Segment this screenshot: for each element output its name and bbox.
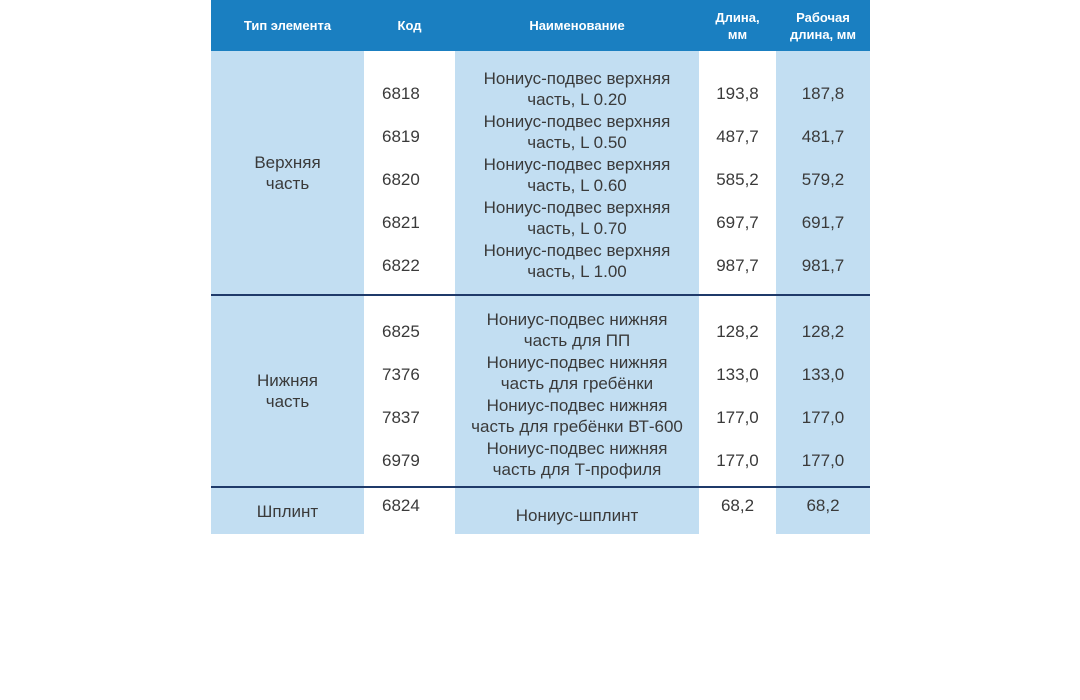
- table-cell-name: Нониус-подвес верхняя часть, L 0.60: [483, 154, 671, 195]
- table-cell-working-length: 177,0: [801, 450, 845, 470]
- table-cell-code: 6821: [382, 212, 420, 232]
- table-cell-working-length: 481,7: [801, 126, 845, 146]
- group-pin: [211, 488, 870, 534]
- table-cell-working-length: 691,7: [801, 212, 845, 232]
- table-cell-working-length: 579,2: [801, 169, 845, 189]
- table-cell-code: 6822: [382, 255, 420, 275]
- table-cell-length: 487,7: [716, 126, 759, 146]
- table-cell-code: 6824: [382, 496, 420, 515]
- name-column: [455, 51, 699, 294]
- table-cell-name: Нониус-подвес верхняя часть, L 0.20: [483, 68, 671, 109]
- code-column: [364, 51, 455, 294]
- group-upper: [211, 51, 870, 294]
- table-cell-length: 987,7: [716, 255, 759, 275]
- table-cell-working-length: 177,0: [801, 407, 845, 427]
- name-column: [455, 296, 699, 486]
- name-column: [455, 488, 699, 534]
- table-cell-code: 7837: [382, 407, 420, 427]
- code-column: [364, 296, 455, 486]
- table-cell-length: 585,2: [716, 169, 759, 189]
- table-cell-working-length: 68,2: [806, 496, 840, 515]
- group-type-label: Шплинт: [211, 488, 364, 534]
- table-cell-working-length: 128,2: [801, 321, 845, 341]
- table-cell-code: 6979: [382, 450, 420, 470]
- code-column: [364, 488, 455, 534]
- table-cell-length: 697,7: [716, 212, 759, 232]
- header-name: Наименование: [529, 18, 625, 33]
- working-length-column: [776, 488, 870, 534]
- table-cell-name: Нониус-подвес нижняя часть для ПП: [486, 309, 668, 350]
- table-cell-code: 6825: [382, 321, 420, 341]
- table-cell-length: 177,0: [716, 450, 759, 470]
- table-cell-length: 68,2: [720, 496, 755, 515]
- table-header: [211, 0, 870, 51]
- table-cell-name: Нониус-шплинт: [515, 505, 639, 525]
- table-cell-code: 6819: [382, 126, 420, 146]
- table-cell-length: 177,0: [716, 407, 759, 427]
- header-length: Длина, мм: [715, 9, 760, 42]
- length-column: [699, 488, 776, 534]
- group-type-label: Нижняя часть: [211, 296, 364, 486]
- table-cell-code: 7376: [382, 364, 420, 384]
- table-cell-working-length: 981,7: [801, 255, 845, 275]
- table-cell-working-length: 187,8: [801, 83, 845, 103]
- table-cell-length: 128,2: [716, 321, 759, 341]
- length-column: [699, 51, 776, 294]
- group-lower: [211, 296, 870, 486]
- table-cell-code: 6818: [382, 83, 420, 103]
- length-column: [699, 296, 776, 486]
- header-working-length: Рабочая длина, мм: [789, 9, 857, 42]
- working-length-column: [776, 51, 870, 294]
- header-code: Код: [397, 18, 422, 33]
- table-cell-working-length: 133,0: [801, 364, 845, 384]
- working-length-column: [776, 296, 870, 486]
- table-cell-name: Нониус-подвес верхняя часть, L 0.50: [483, 111, 671, 152]
- table-cell-length: 193,8: [716, 83, 759, 103]
- product-table: [211, 0, 870, 534]
- table-cell-name: Нониус-подвес верхняя часть, L 0.70: [483, 197, 671, 238]
- table-cell-code: 6820: [382, 169, 420, 189]
- table-cell-name: Нониус-подвес нижняя часть для Т-профиля: [486, 438, 668, 479]
- header-type: Тип элемента: [243, 18, 332, 33]
- table-cell-name: Нониус-подвес нижняя часть для гребёнки: [486, 352, 668, 393]
- table-cell-name: Нониус-подвес нижняя часть для гребёнки ВТ-600: [471, 395, 683, 436]
- group-type-label: Верхняя часть: [211, 51, 364, 294]
- table-cell-length: 133,0: [716, 364, 759, 384]
- table-cell-name: Нониус-подвес верхняя часть, L 1.00: [483, 240, 671, 281]
